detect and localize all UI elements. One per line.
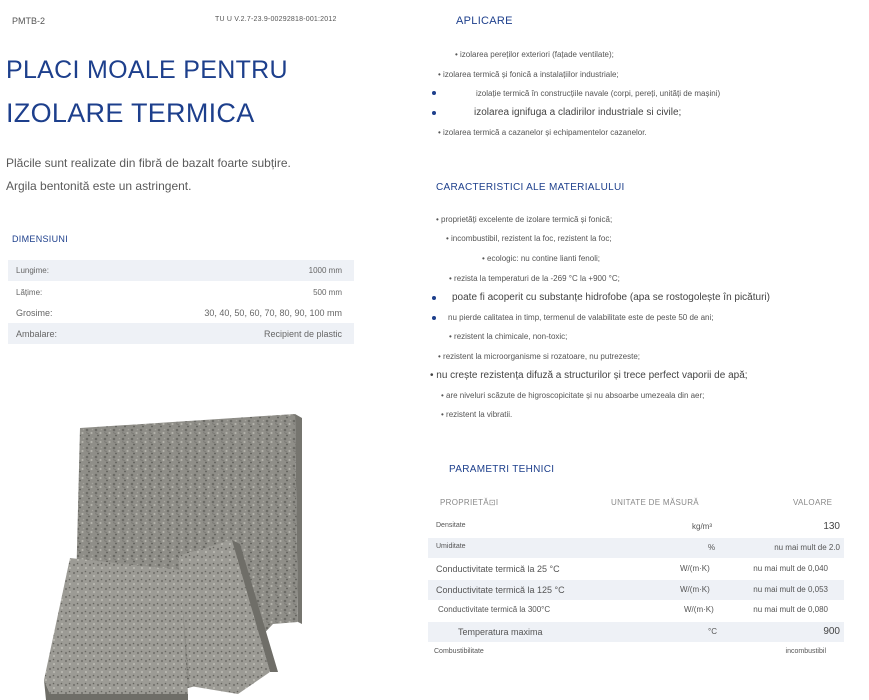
table-row [428,643,844,663]
parameter-property: Conductivitate termică la 125 °C [436,585,565,595]
bullet-dot-icon [432,111,436,115]
characteristics-heading: CARACTERISTICI ALE MATERIALULUI [436,182,625,193]
dimension-label: Lățime: [16,288,43,297]
bullet-dot-icon [432,296,436,300]
parameter-unit: kg/m³ [692,522,712,531]
characteristic-item: poate fi acoperit cu substanțe hidrofobe (apa se rostogolește în picături) [452,292,770,303]
parameter-property: Conductivitate termică la 25 °C [436,564,560,574]
dimension-row [8,282,354,303]
product-code: PMTB-2 [12,16,46,26]
parameter-property: Conductivitate termică la 300°C [438,605,551,614]
parameter-unit: W/(m·K) [684,605,714,614]
bullet-dot-icon [432,316,436,320]
dimension-value: 1000 mm [308,266,342,275]
table-row [428,622,844,642]
table-row [428,538,844,558]
characteristic-item: • rezistent la microorganisme si rozatoare, nu putrezeste; [438,352,640,361]
table-row [428,580,844,600]
parameter-value: nu mai mult de 0,053 [753,585,828,594]
dimension-label: Lungime: [16,266,49,275]
table-row [428,600,844,620]
parameter-value: nu mai mult de 0,040 [753,564,828,573]
application-item: izolarea ignifuga a cladirilor industriale si civile; [474,107,682,118]
application-item: • izolarea pereților exteriori (fațade ventilate); [455,50,614,59]
column-header-value: VALOARE [793,498,833,507]
characteristic-item: • rezistent la chimicale, non-toxic; [449,332,568,341]
characteristic-item: • nu crește rezistența difuză a structurilor și trece perfect vaporii de apă; [430,370,748,381]
parameter-property: Umiditate [436,543,466,550]
parameter-property: Densitate [436,522,466,529]
dimension-value: 500 mm [313,288,342,297]
dimension-row [8,323,354,344]
parameter-value: nu mai mult de 0,080 [753,605,828,614]
table-row [428,559,844,579]
characteristic-item: • incombustibil, rezistent la foc, rezistent la foc; [446,234,612,243]
bullet-dot-icon [432,91,436,95]
application-item: izolație termică în construcțiile navale (corpi, pereți, unități de mașini) [476,89,721,98]
table-row [428,517,844,537]
characteristic-item: nu pierde calitatea in timp, termenul de valabilitate este de peste 50 de ani; [448,313,714,322]
dimension-value: 30, 40, 50, 60, 70, 80, 90, 100 mm [204,308,342,318]
parameter-value: 900 [823,626,840,637]
dimension-value: Recipient de plastic [263,329,342,339]
dimension-label: Ambalare: [16,329,58,339]
parameter-property: Temperatura maxima [458,627,543,637]
parameter-property: Combustibilitate [434,648,484,655]
characteristic-item: • proprietăți excelente de izolare termică și fonică; [436,215,613,224]
parameter-unit: °C [708,627,717,636]
characteristic-item: • rezista la temperaturi de la -269 °C la +900 °C; [449,274,620,283]
application-heading: APLICARE [456,15,513,27]
parameter-value: incombustibil [785,648,826,655]
intro-text-line2: Argila bentonită este un astringent. [6,179,192,193]
characteristic-item: • are niveluri scăzute de higroscopicitate și nu absoarbe umezeala din aer; [441,391,705,400]
parameter-unit: % [708,543,716,552]
page-title-line2: IZOLARE TERMICA [6,98,255,128]
dimensions-heading: DIMENSIUNI [12,234,69,244]
dimension-label: Grosime: [16,308,53,318]
dimension-row [8,260,354,281]
application-item: • izolarea termică a cazanelor și echipamentelor cazanelor. [438,128,647,137]
parameter-unit: W/(m·K) [680,585,710,594]
standard-code: TU U V.2.7-23.9-00292818-001:2012 [215,16,337,23]
intro-text-line1: Plăcile sunt realizate din fibră de bazalt foarte subțire. [6,156,291,170]
page-title-line1: PLACI MOALE PENTRU [6,56,288,84]
dimension-row [8,302,354,323]
parameter-unit: W/(m·K) [680,564,710,573]
characteristic-item: • ecologic: nu contine lianti fenoli; [482,254,600,263]
characteristic-item: • rezistent la vibratii. [441,410,513,419]
application-item: • izolarea termică și fonică a instalațiilor industriale; [438,70,619,79]
parameters-heading: PARAMETRI TEHNICI [449,464,555,475]
column-header-unit: UNITATE DE MĂSURĂ [611,498,699,507]
column-header-property: PROPRIETĂ⊡I [440,498,499,507]
parameter-value: 130 [823,521,840,532]
basalt-wool-slabs-image [40,410,302,700]
parameter-value: nu mai mult de 2.0 [774,543,840,552]
